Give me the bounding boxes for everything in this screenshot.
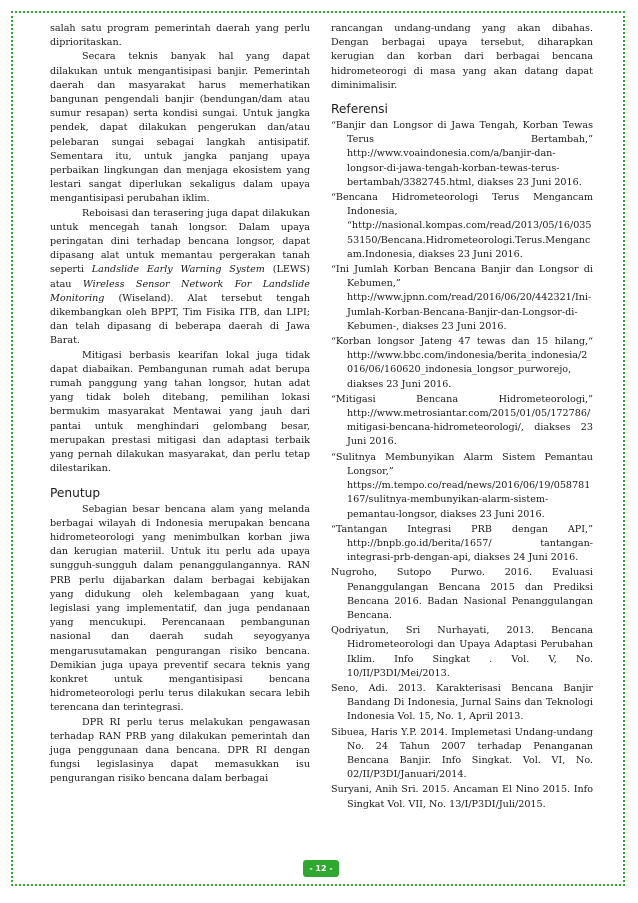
reference-item: “Ini Jumlah Korban Bencana Banjir dan Longsor di Kebumen,” http://www.jpnn.com/read/2016/06/20/442321/Ini-Jumlah-Korban-Bencana-Banjir-dan-Longsor-di-Kebumen-, diakses 23 Juni 2016. xyxy=(331,264,593,332)
paragraph: DPR RI perlu terus melakukan pengawasan terhadap RAN PRB yang dilakukan pemerintah dan juga penggunaan dana bencana. DPR RI dengan fungsi legislasinya dapat memasukkan isu pengurangan risiko bencana dalam berbagai xyxy=(50,716,310,785)
paragraph xyxy=(50,207,310,349)
reference-item: Suryani, Anih Sri. 2015. Ancaman El Nino 2015. Info Singkat Vol. VII, No. 13/I/P3DI/Juli/2015. xyxy=(331,784,593,810)
section-heading-penutup: Penutup xyxy=(50,485,101,500)
paragraph-text: (Wiseland). Alat tersebut tengah dikembangkan oleh BPPT, Tim Fisika ITB, dan LIPI; dan telah dipasang di beberapa daerah di Jawa Barat. xyxy=(50,292,310,347)
reference-item: Seno, Adi. 2013. Karakterisasi Bencana Banjir Bandang Di Indonesia, Jurnal Sains dan Teknologi Indonesia Vol. 15, No. 1, April 2013. xyxy=(331,682,593,723)
reference-item: “Tantangan Integrasi PRB dengan API,” http://bnpb.go.id/berita/1657/ tantangan-integrasi-prb-dengan-api, diakses 24 Juni 2016. xyxy=(331,523,593,564)
reference-item: Nugroho, Sutopo Purwo. 2016. Evaluasi Penanggulangan Bencana 2015 dan Prediksi Bencana 2016. Badan Nasional Penanggulangan Bencana. xyxy=(331,567,593,621)
reference-item: “Mitigasi Bencana Hidrometeorologi,” http://www.metrosiantar.com/2015/01/05/172786/mitigasi-bencana-hidrometeorologi/, diakses 23 Juni 2016. xyxy=(331,393,593,448)
section-heading-referensi: Referensi xyxy=(331,102,388,117)
paragraph: Sebagian besar bencana alam yang melanda berbagai wilayah di Indonesia merupakan bencana hidrometeorologi yang menimbulkan korban jiwa dan kerugian materiil. Untuk itu perlu ada upaya sungguh-sungguh dalam penanggulangannya. RAN PRB perlu dijabarkan dalam berbagai kebijakan yang didukung oleh kelembagaan yang kuat, legislasi yang implementatif, dan juga pendanaan yang mencukupi. Perencanaan pembangunan nasional dan daerah sudah seyogyanya mengarusutamakan pengurangan risiko bencana. Demikian juga upaya preventif secara teknis yang konkret untuk mengantisipasi bencana hidrometeorologi perlu terus dilakukan secara lebih terencana dan terintegrasi. xyxy=(50,503,310,714)
paragraph: Mitigasi berbasis kearifan lokal juga tidak dapat diabaikan. Pembangunan rumah adat berupa rumah panggung yang tahan longsor, hutan adat yang tidak boleh ditebang, pemilihan lokasi bermukim masyarakat Mentawai yang jauh dari pantai untuk menghindari gelombang besar, merupakan prestasi mitigasi dan adaptasi terbaik yang pernah dilakukan masyarakat, dan perlu tetap dilestarikan. xyxy=(50,349,310,475)
paragraph-text: Reboisasi dan terasering juga dapat dilakukan untuk mencegah tanah longsor. Dalam upaya peringatan dini terhadap bencana longsor, dapat dipasang alat untuk memantau pergerakan tanah seperti xyxy=(50,207,310,276)
reference-item: “Banjir dan Longsor di Jawa Tengah, Korban Tewas Terus Bertambah,” http://www.voaindonesia.com/a/banjir-dan-longsor-di-jawa-tengah-korban-tewas-terus-bertambah/3382745.html, diakses 23 Juni 2016. xyxy=(331,120,593,188)
reference-item: Qodriyatun, Sri Nurhayati, 2013. Bencana Hidrometeorologi dan Upaya Adaptasi Perubahan Iklim. Info Singkat . Vol. V, No. 10/II/P3DI/Mei/2013. xyxy=(331,625,593,679)
italic-term: Landslide Early Warning System xyxy=(91,264,265,276)
paragraph: Secara teknis banyak hal yang dapat dilakukan untuk mengantisipasi banjir. Pemerintah daerah dan masyarakat harus memerhatikan bangunan pengendali banjir (bendungan/dam atau sumur resapan) serta kondisi sungai. Untuk jangka pendek, dapat dilakukan pengerukan dan/atau pelebaran sungai sebagai langkah antisipatif. Sementara itu, untuk jangka panjang upaya perbaikan lingkungan dan menjaga ekosistem yang lestari sangat diperlukan sekaligus dalam upaya mengantisipasi perubahan iklim. xyxy=(50,51,310,205)
paragraph-text: (LEWS) atau xyxy=(50,264,310,290)
paragraph: salah satu program pemerintah daerah yang perlu diprioritaskan. xyxy=(50,23,310,49)
italic-term: Wireless Sensor Network For Landslide Monitoring xyxy=(50,278,310,304)
page-number: - 12 - xyxy=(303,860,339,877)
paragraph: rancangan undang-undang yang akan dibahas. Dengan berbagai upaya tersebut, diharapkan kerugian dan korban dari berbagai bencana hidrometeorogi di masa yang akan datang dapat diminimalisir. xyxy=(331,23,593,91)
left-column xyxy=(50,22,310,787)
reference-item: Sibuea, Haris Y.P. 2014. Implemetasi Undang-undang No. 24 Tahun 2007 terhadap Penanganan Bencana Banjir. Info Singkat. Vol. VI, No. 02/II/P3DI/Januari/2014. xyxy=(331,726,593,781)
reference-item: “Korban longsor Jateng 47 tewas dan 15 hilang,“ http://www.bbc.com/indonesia/berita_indonesia/2016/06/160620_indonesia_longsor_purworejo, diakses 23 Juni 2016. xyxy=(331,336,593,390)
reference-item: “Bencana Hidrometeorologi Terus Mengancam Indonesia, “http://nasional.kompas.com/read/2013/05/16/03553150/Bencana.Hidrometeorologi.Terus.Mengancam.Indonesia, diakses 23 Juni 2016. xyxy=(331,192,593,260)
right-column xyxy=(331,22,593,813)
reference-item: “Sulitnya Membunyikan Alarm Sistem Pemantau Longsor,” https://m.tempo.co/read/news/2016/06/19/058781167/sulitnya-membunyikan-alarm-sistem-pemantau-longsor, diakses 23 Juni 2016. xyxy=(331,451,593,520)
